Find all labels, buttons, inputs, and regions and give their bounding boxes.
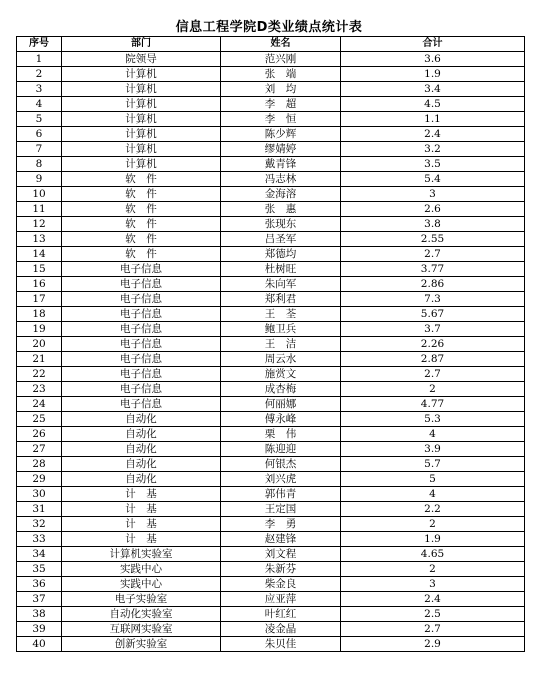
cell-name: 陈迎迎 xyxy=(221,442,341,457)
cell-index: 18 xyxy=(17,307,62,322)
cell-name: 刘 均 xyxy=(221,82,341,97)
cell-department: 计算机 xyxy=(62,82,221,97)
cell-name: 鲍卫兵 xyxy=(221,322,341,337)
cell-total: 4.5 xyxy=(341,97,525,112)
cell-department: 自动化 xyxy=(62,472,221,487)
cell-total: 4.65 xyxy=(341,547,525,562)
table-row xyxy=(17,412,525,427)
cell-total: 5.4 xyxy=(341,172,525,187)
cell-name: 金海溶 xyxy=(221,187,341,202)
cell-department: 计算机 xyxy=(62,112,221,127)
cell-index: 31 xyxy=(17,502,62,517)
cell-index: 10 xyxy=(17,187,62,202)
cell-index: 23 xyxy=(17,382,62,397)
cell-name: 冯志林 xyxy=(221,172,341,187)
cell-index: 32 xyxy=(17,517,62,532)
cell-index: 20 xyxy=(17,337,62,352)
header-department: 部门 xyxy=(62,37,221,52)
cell-department: 自动化 xyxy=(62,442,221,457)
cell-index: 6 xyxy=(17,127,62,142)
cell-index: 3 xyxy=(17,82,62,97)
cell-department: 电子信息 xyxy=(62,307,221,322)
cell-name: 陈少辉 xyxy=(221,127,341,142)
cell-total: 3.4 xyxy=(341,82,525,97)
cell-department: 互联网实验室 xyxy=(62,622,221,637)
table-row xyxy=(17,622,525,637)
table-row xyxy=(17,142,525,157)
cell-index: 37 xyxy=(17,592,62,607)
cell-name: 应亚萍 xyxy=(221,592,341,607)
cell-name: 范兴刚 xyxy=(221,52,341,67)
cell-index: 16 xyxy=(17,277,62,292)
cell-index: 35 xyxy=(17,562,62,577)
table-row xyxy=(17,277,525,292)
cell-total: 3.9 xyxy=(341,442,525,457)
cell-name: 栗 伟 xyxy=(221,427,341,442)
cell-index: 30 xyxy=(17,487,62,502)
cell-name: 刘兴虎 xyxy=(221,472,341,487)
cell-name: 张现东 xyxy=(221,217,341,232)
cell-total: 2.4 xyxy=(341,127,525,142)
table-row xyxy=(17,187,525,202)
cell-name: 缪婧婷 xyxy=(221,142,341,157)
cell-department: 计算机 xyxy=(62,67,221,82)
cell-total: 2 xyxy=(341,517,525,532)
table-row xyxy=(17,382,525,397)
cell-total: 5.7 xyxy=(341,457,525,472)
cell-name: 傅永峰 xyxy=(221,412,341,427)
cell-name: 朱贝佳 xyxy=(221,637,341,652)
table-header-row xyxy=(17,37,525,52)
table-row xyxy=(17,577,525,592)
cell-index: 17 xyxy=(17,292,62,307)
cell-department: 计 基 xyxy=(62,487,221,502)
cell-index: 2 xyxy=(17,67,62,82)
cell-total: 2.9 xyxy=(341,637,525,652)
table-row xyxy=(17,217,525,232)
cell-total: 3 xyxy=(341,187,525,202)
cell-name: 张 端 xyxy=(221,67,341,82)
cell-total: 7.3 xyxy=(341,292,525,307)
cell-name: 王 洁 xyxy=(221,337,341,352)
cell-index: 27 xyxy=(17,442,62,457)
cell-index: 40 xyxy=(17,637,62,652)
cell-department: 院领导 xyxy=(62,52,221,67)
cell-department: 自动化 xyxy=(62,427,221,442)
cell-name: 王定国 xyxy=(221,502,341,517)
cell-total: 2 xyxy=(341,562,525,577)
table-row xyxy=(17,397,525,412)
cell-total: 2.4 xyxy=(341,592,525,607)
cell-name: 朱新芬 xyxy=(221,562,341,577)
cell-department: 实践中心 xyxy=(62,562,221,577)
cell-index: 36 xyxy=(17,577,62,592)
page-title: 信息工程学院D类业绩点统计表 xyxy=(175,20,363,35)
cell-department: 计 基 xyxy=(62,532,221,547)
cell-total: 2.7 xyxy=(341,622,525,637)
cell-department: 计算机 xyxy=(62,97,221,112)
cell-total: 3.5 xyxy=(341,157,525,172)
cell-total: 2.26 xyxy=(341,337,525,352)
table-body xyxy=(17,52,525,652)
cell-department: 电子信息 xyxy=(62,262,221,277)
cell-department: 自动化 xyxy=(62,412,221,427)
cell-department: 软 件 xyxy=(62,187,221,202)
table-row xyxy=(17,127,525,142)
cell-name: 张 惠 xyxy=(221,202,341,217)
cell-index: 5 xyxy=(17,112,62,127)
cell-department: 软 件 xyxy=(62,247,221,262)
cell-total: 4 xyxy=(341,427,525,442)
table-row xyxy=(17,157,525,172)
header-total: 合计 xyxy=(341,37,525,52)
cell-department: 计算机实验室 xyxy=(62,547,221,562)
cell-total: 3.7 xyxy=(341,322,525,337)
table-row xyxy=(17,292,525,307)
cell-department: 实践中心 xyxy=(62,577,221,592)
cell-index: 14 xyxy=(17,247,62,262)
cell-index: 7 xyxy=(17,142,62,157)
cell-total: 4 xyxy=(341,487,525,502)
cell-department: 软 件 xyxy=(62,232,221,247)
cell-total: 2.7 xyxy=(341,247,525,262)
cell-name: 赵建锋 xyxy=(221,532,341,547)
cell-department: 电子信息 xyxy=(62,382,221,397)
cell-total: 1.1 xyxy=(341,112,525,127)
cell-name: 郭伟青 xyxy=(221,487,341,502)
table-row xyxy=(17,472,525,487)
cell-index: 29 xyxy=(17,472,62,487)
cell-total: 2 xyxy=(341,382,525,397)
cell-name: 周云水 xyxy=(221,352,341,367)
cell-total: 3.77 xyxy=(341,262,525,277)
table-row xyxy=(17,532,525,547)
table-row xyxy=(17,52,525,67)
cell-name: 戴青锋 xyxy=(221,157,341,172)
cell-index: 11 xyxy=(17,202,62,217)
cell-name: 王 荃 xyxy=(221,307,341,322)
cell-index: 25 xyxy=(17,412,62,427)
table-row xyxy=(17,592,525,607)
cell-name: 吕圣军 xyxy=(221,232,341,247)
cell-index: 8 xyxy=(17,157,62,172)
cell-department: 电子信息 xyxy=(62,337,221,352)
cell-index: 15 xyxy=(17,262,62,277)
cell-total: 2.6 xyxy=(341,202,525,217)
cell-total: 3 xyxy=(341,577,525,592)
cell-name: 李 勇 xyxy=(221,517,341,532)
cell-total: 2.87 xyxy=(341,352,525,367)
cell-name: 施赏文 xyxy=(221,367,341,382)
cell-total: 2.86 xyxy=(341,277,525,292)
cell-name: 凌金晶 xyxy=(221,622,341,637)
cell-index: 24 xyxy=(17,397,62,412)
cell-department: 电子信息 xyxy=(62,352,221,367)
cell-department: 创新实验室 xyxy=(62,637,221,652)
cell-total: 2.7 xyxy=(341,367,525,382)
cell-index: 26 xyxy=(17,427,62,442)
table-row xyxy=(17,547,525,562)
table-row xyxy=(17,82,525,97)
header-index: 序号 xyxy=(17,37,62,52)
cell-total: 3.2 xyxy=(341,142,525,157)
cell-name: 何银杰 xyxy=(221,457,341,472)
table-row xyxy=(17,442,525,457)
cell-total: 5 xyxy=(341,472,525,487)
cell-name: 李 恒 xyxy=(221,112,341,127)
cell-total: 1.9 xyxy=(341,532,525,547)
cell-name: 成杏梅 xyxy=(221,382,341,397)
table-row xyxy=(17,322,525,337)
cell-index: 39 xyxy=(17,622,62,637)
cell-total: 3.8 xyxy=(341,217,525,232)
cell-index: 38 xyxy=(17,607,62,622)
cell-total: 1.9 xyxy=(341,67,525,82)
table-row xyxy=(17,487,525,502)
table-row xyxy=(17,112,525,127)
cell-total: 3.6 xyxy=(341,52,525,67)
cell-department: 计算机 xyxy=(62,142,221,157)
cell-index: 34 xyxy=(17,547,62,562)
table-row xyxy=(17,607,525,622)
table-row xyxy=(17,97,525,112)
table-row xyxy=(17,517,525,532)
cell-department: 电子信息 xyxy=(62,292,221,307)
cell-index: 19 xyxy=(17,322,62,337)
table-row xyxy=(17,457,525,472)
cell-department: 软 件 xyxy=(62,172,221,187)
table-row xyxy=(17,202,525,217)
cell-department: 计算机 xyxy=(62,157,221,172)
table-row xyxy=(17,637,525,652)
cell-index: 4 xyxy=(17,97,62,112)
cell-index: 28 xyxy=(17,457,62,472)
cell-department: 电子实验室 xyxy=(62,592,221,607)
cell-department: 自动化实验室 xyxy=(62,607,221,622)
table-row xyxy=(17,307,525,322)
cell-department: 电子信息 xyxy=(62,367,221,382)
table-row xyxy=(17,352,525,367)
cell-department: 电子信息 xyxy=(62,322,221,337)
cell-name: 刘文程 xyxy=(221,547,341,562)
cell-department: 计 基 xyxy=(62,502,221,517)
cell-department: 软 件 xyxy=(62,202,221,217)
cell-name: 李 超 xyxy=(221,97,341,112)
cell-name: 朱向军 xyxy=(221,277,341,292)
cell-index: 1 xyxy=(17,52,62,67)
statistics-table xyxy=(16,36,525,652)
table-row xyxy=(17,232,525,247)
cell-index: 12 xyxy=(17,217,62,232)
cell-name: 柴金良 xyxy=(221,577,341,592)
cell-department: 自动化 xyxy=(62,457,221,472)
table-row xyxy=(17,367,525,382)
cell-total: 5.67 xyxy=(341,307,525,322)
header-name: 姓名 xyxy=(221,37,341,52)
cell-name: 何丽娜 xyxy=(221,397,341,412)
cell-department: 计 基 xyxy=(62,517,221,532)
cell-department: 电子信息 xyxy=(62,397,221,412)
cell-index: 9 xyxy=(17,172,62,187)
cell-name: 叶红红 xyxy=(221,607,341,622)
cell-total: 2.5 xyxy=(341,607,525,622)
cell-index: 13 xyxy=(17,232,62,247)
table-row xyxy=(17,262,525,277)
cell-name: 杜树旺 xyxy=(221,262,341,277)
table-row xyxy=(17,502,525,517)
cell-index: 21 xyxy=(17,352,62,367)
table-row xyxy=(17,172,525,187)
cell-department: 软 件 xyxy=(62,217,221,232)
cell-total: 2.55 xyxy=(341,232,525,247)
table-row xyxy=(17,337,525,352)
table-row xyxy=(17,247,525,262)
cell-index: 22 xyxy=(17,367,62,382)
cell-name: 郑利君 xyxy=(221,292,341,307)
cell-department: 计算机 xyxy=(62,127,221,142)
cell-total: 5.3 xyxy=(341,412,525,427)
cell-total: 2.2 xyxy=(341,502,525,517)
table-row xyxy=(17,562,525,577)
cell-department: 电子信息 xyxy=(62,277,221,292)
cell-total: 4.77 xyxy=(341,397,525,412)
table-row xyxy=(17,67,525,82)
cell-index: 33 xyxy=(17,532,62,547)
table-row xyxy=(17,427,525,442)
cell-name: 郑德均 xyxy=(221,247,341,262)
